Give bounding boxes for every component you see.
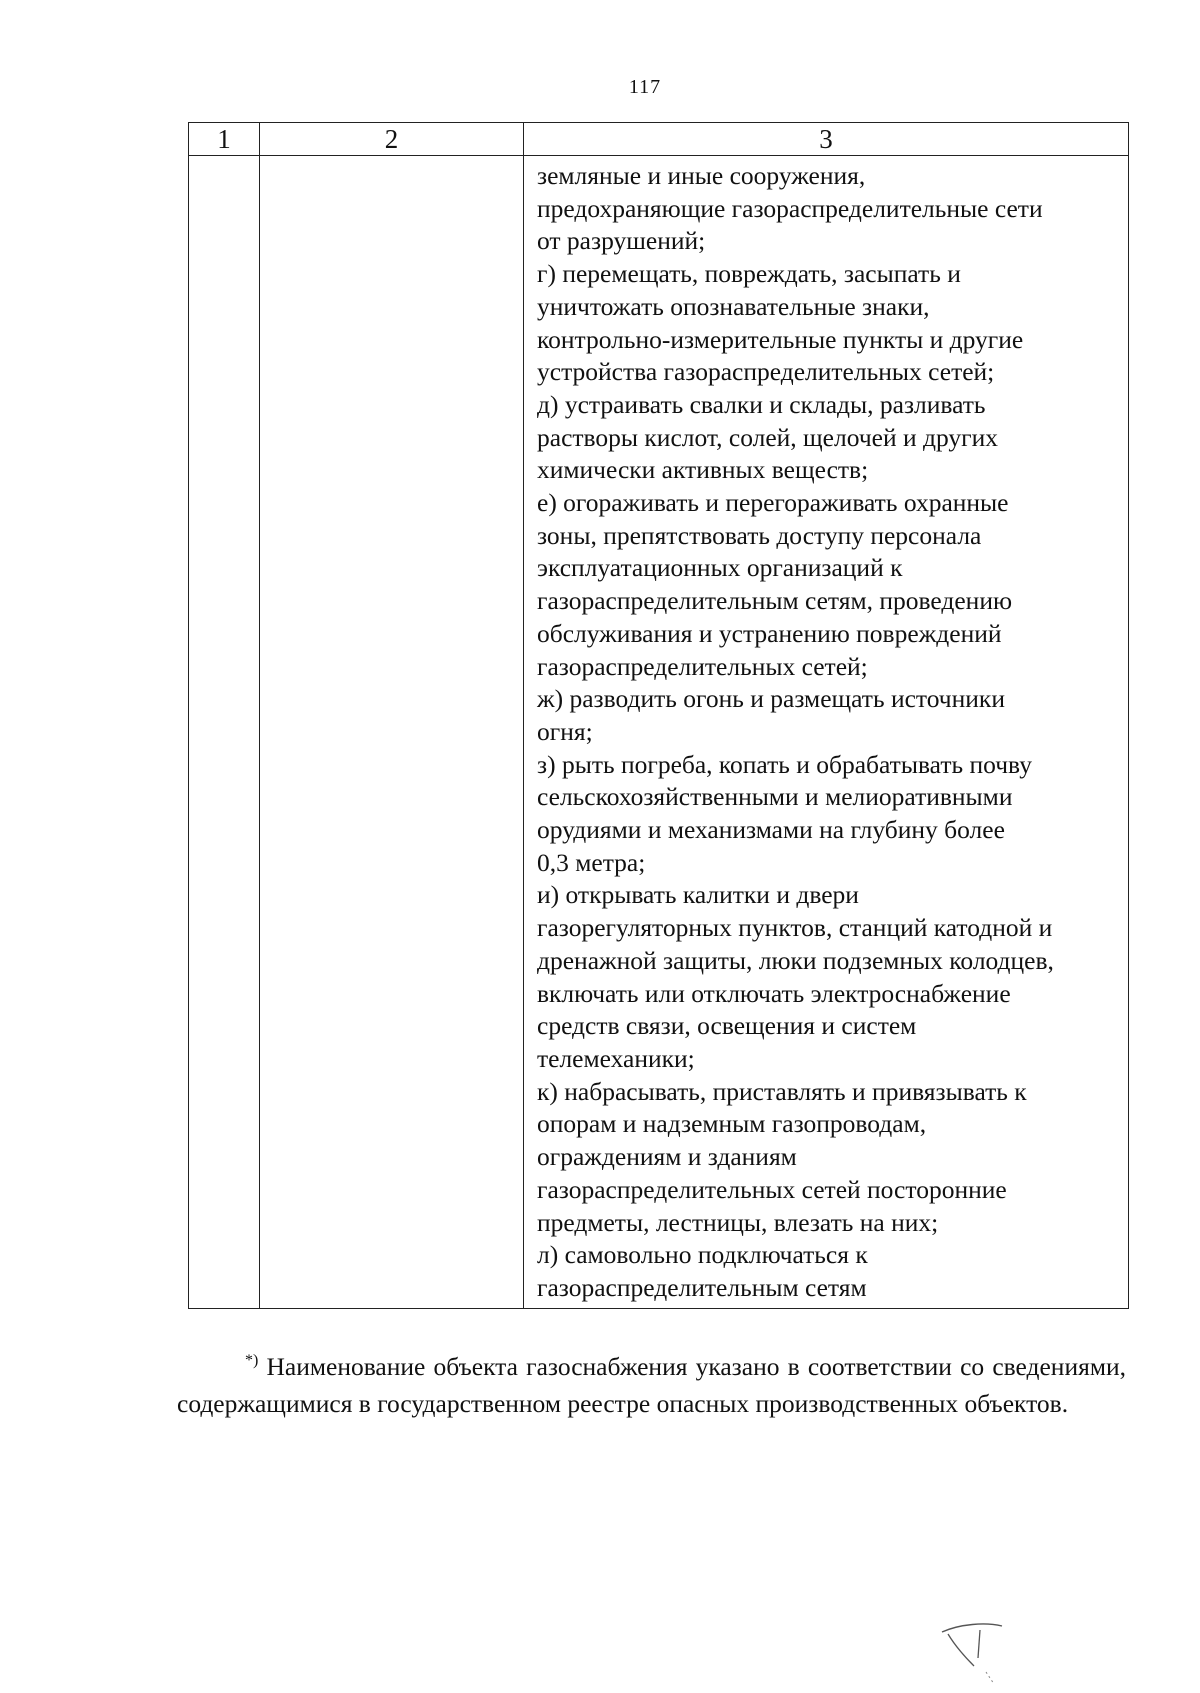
cell-text-line: орудиями и механизмами на глубину более: [537, 815, 1005, 845]
cell-text-line: контрольно-измерительные пункты и другие: [537, 324, 1024, 354]
cell-text-line: з) рыть погреба, копать и обрабатывать почву: [537, 749, 1032, 779]
cell-text-line: предметы, лестницы, влезать на них;: [537, 1207, 939, 1237]
cell-text-line: газораспределительным сетям, проведению: [537, 586, 1013, 616]
cell-text-line: обслуживания и устранению повреждений: [537, 618, 1002, 648]
footnote-marker: *): [245, 1352, 259, 1369]
column-header-1: 1: [189, 123, 260, 156]
cell-text-line: сельскохозяйственными и мелиоративными: [537, 782, 1013, 812]
cell-text-line: дренажной защиты, люки подземных колодцев,: [537, 945, 1054, 975]
cell-text-line: ж) разводить огонь и размещать источники: [537, 684, 1005, 714]
page-number: 117: [628, 76, 662, 98]
cell-text-line: зоны, препятствовать доступу персонала: [537, 520, 982, 550]
cell-text-line: включать или отключать электроснабжение: [537, 978, 1011, 1008]
column-header-2: 2: [260, 123, 524, 156]
cell-text-line: г) перемещать, повреждать, засыпать и: [537, 259, 961, 289]
cell-text-line: д) устраивать свалки и склады, разливать: [537, 389, 986, 419]
cell-text-line: л) самовольно подключаться к: [537, 1240, 868, 1270]
handwritten-signature-icon: [940, 1620, 1020, 1690]
cell-text-line: растворы кислот, солей, щелочей и других: [537, 422, 998, 452]
column-header-3: 3: [524, 123, 1129, 156]
table-cell-col2: [260, 156, 524, 1309]
footnote-text: Наименование объекта газоснабжения указано в соответствии со сведениями, содержащимися в государственном реестре опасных производственных объектов.: [177, 1352, 1126, 1418]
cell-text-line: газораспределительным сетям: [537, 1272, 867, 1302]
cell-text-line: от разрушений;: [537, 226, 706, 256]
cell-text-line: химически активных веществ;: [537, 455, 869, 485]
cell-text-line: телемеханики;: [537, 1043, 695, 1073]
cell-text-line: газораспределительных сетей посторонние: [537, 1174, 1007, 1204]
table-cell-col3: [524, 156, 1129, 1309]
cell-text-line: земляные и иные сооружения,: [537, 161, 866, 190]
cell-text-line: газорегуляторных пунктов, станций катодной и: [537, 913, 1053, 943]
cell-text-line: средств связи, освещения и систем: [537, 1011, 917, 1041]
cell-text-line: уничтожать опознавательные знаки,: [537, 291, 930, 321]
cell-text-line: предохраняющие газораспределительные сети: [537, 193, 1043, 223]
cell-text-line: е) огораживать и перегораживать охранные: [537, 488, 1009, 518]
cell-text-line: устройства газораспределительных сетей;: [537, 357, 995, 387]
cell-text-line: к) набрасывать, приставлять и привязывать к: [537, 1076, 1027, 1106]
cell-text-line: 0,3 метра;: [537, 847, 646, 877]
cell-text-line: огня;: [537, 716, 593, 746]
table-cell-col1: [189, 156, 260, 1309]
cell-text-line: и) открывать калитки и двери: [537, 880, 859, 910]
cell-text-line: ограждениям и зданиям: [537, 1142, 797, 1172]
footnote: [177, 1342, 1126, 1422]
table-row: [189, 156, 1129, 1309]
table-header-row: [189, 123, 1129, 156]
cell-text-line: опорам и надземным газопроводам,: [537, 1109, 927, 1139]
cell-text-line: эксплуатационных организаций к: [537, 553, 903, 583]
content-table: [188, 122, 1129, 1309]
cell-text-line: газораспределительных сетей;: [537, 651, 868, 681]
